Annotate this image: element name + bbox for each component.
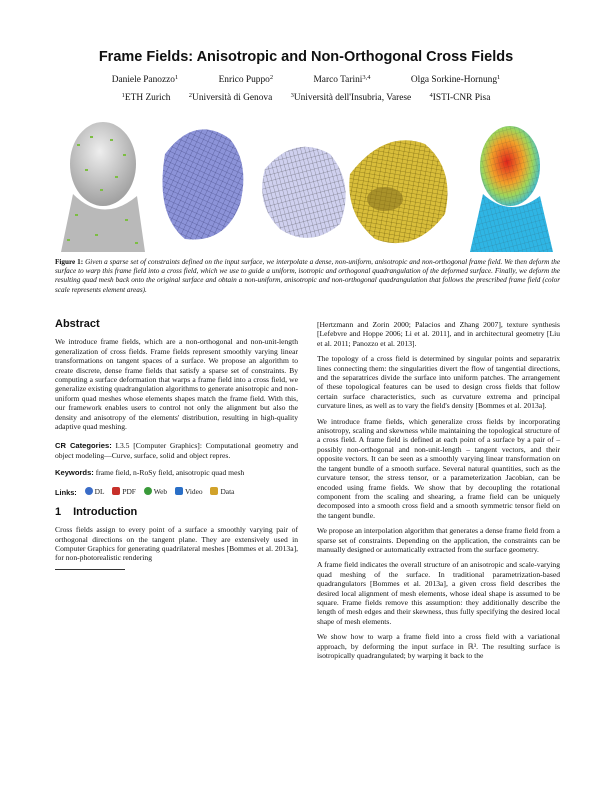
left-column bbox=[55, 316, 298, 570]
final-quad-mesh-heatmap-render bbox=[470, 126, 553, 252]
web-icon bbox=[144, 487, 152, 495]
input-head-render bbox=[61, 122, 145, 252]
author: Enrico Puppo$^2$ bbox=[218, 74, 274, 85]
body-paragraph: A frame field indicates the overall structure of an anisotropic and scale-varying quad meshing of the surface. In traditional parametrization-based quadrangulators [Bommes et al. 2013a], a given cross field describes the desired local alignment of mesh elements, whose ideal shape is assumed to be square. Frame fields remove this assumption: they additionally describe the length of mesh edges and their skewness, thus fully specifying the desired local shape of mesh elements. bbox=[317, 560, 560, 626]
pdf-icon bbox=[112, 487, 120, 495]
abstract-text: We introduce frame fields, which are a non-orthogonal and non-unit-length generalization of cross fields. Frame fields represent smoothly varying linear transformations on tangent spaces of a surface. We propose an algorithm to create discrete, dense frame fields that satisfy a sparse set of constraints. By computing a surface deformation that warps a frame field into a cross field, we generalize existing quadrangulation algorithms to generate anisotropic and non-uniform quad meshes whose elements shapes match the frame field. With this, our framework enables users to control not only the alignment but also the density and anisotropy of the elements' distribution, resulting in high-quality adaptive quad meshing. bbox=[55, 337, 298, 432]
video-icon bbox=[175, 487, 183, 495]
body-paragraph: [Hertzmann and Zorin 2000; Palacios and Zhang 2007], texture synthesis [Lefebvre and Hoppe 2006; Li et al. 2011], and in architectural geometry [Liu et al. 2011; Panozzo et al. 2013]. bbox=[317, 320, 560, 348]
teaser-figure bbox=[55, 114, 560, 254]
paper-title: Frame Fields: Anisotropic and Non-Orthogonal Cross Fields bbox=[98, 49, 514, 65]
author: Marco Tarini$^{3,4}$ bbox=[313, 74, 371, 85]
dl-icon bbox=[85, 487, 93, 495]
footnote-rule bbox=[55, 569, 125, 570]
affiliation: $^1$ETH Zurich bbox=[121, 92, 171, 103]
right-column bbox=[317, 320, 560, 666]
body-paragraph: The topology of a cross field is determined by singular points and separatrix lines connecting them: the singularities divert the flow of tangential directions, and the separatrices divide the surface into uniform patches. The arrangement of these topological features can be used to design cross fields that follow certain surface characteristics, such as curvature extrema and principal curvature lines, as well as to vary the field's density [Bommes et al. 2013a]. bbox=[317, 354, 560, 411]
caption-text: Given a sparse set of constraints defined on the input surface, we interpolate a dense, non-uniform, anisotropic and non-orthogonal frame field. We then deform the surface to warp this frame field into a cross field, which we use to guide a uniform, isotropic and orthogonal quadrangulation of the deformed surface. Finally, we deform the resulting quad mesh back onto the original surface and obtain a non-uniform, anisotropic and non-orthogonal quadrangulation that follows the prescribed frame field (color scale represents element areas). bbox=[55, 258, 561, 294]
figure-caption bbox=[55, 258, 560, 295]
frame-field-head-render bbox=[163, 129, 244, 239]
link-data[interactable]: Data bbox=[210, 487, 234, 496]
link-video[interactable]: Video bbox=[175, 487, 203, 496]
body-paragraph: We introduce frame fields, which generalize cross fields by incorporating anisotropy, scaling and skewness while maintaining the topological structure of a cross field. A frame field is defined at each point of a surface by a pair of – possibly non-orthogonal and non-unit-length – tangent vectors, and their opposite vectors. It can be seen as a smoothly varying linear transformation on the tangent bundle of a smooth surface. Several natural quantities, such as the curvature tensor, the stress tensor, or a parameterization Jacobian, can be encoded using frame fields. We show that by decoupling the rotational component from the scaling and shearing, a frame field can be uniquely decomposed into a smooth cross field and a smooth symmetric tensor field on the tangent bundle. bbox=[317, 416, 560, 520]
abstract-heading: Abstract bbox=[55, 318, 100, 330]
link-pdf[interactable]: PDF bbox=[112, 487, 136, 496]
intro-heading: 1 Introduction bbox=[55, 505, 138, 518]
link-web[interactable]: Web bbox=[144, 487, 167, 496]
affiliation: $^4$ISTI-CNR Pisa bbox=[429, 92, 491, 103]
caption-label: Figure 1: bbox=[55, 258, 84, 266]
quad-mesh-render bbox=[349, 140, 447, 243]
intro-text: Cross fields assign to every point of a surface a smoothly varying pair of orthogonal directions on the tangent plane. They are extensively used in Computer Graphics for generating quadrilateral meshes [Bommes et al. 2013a], for non-photorealistic rendering bbox=[55, 525, 298, 563]
keywords: Keywords: frame field, n-RoSy field, anisotropic quad mesh bbox=[55, 468, 245, 478]
author-list bbox=[0, 74, 612, 85]
affiliation-list bbox=[0, 92, 612, 103]
body-paragraph: We propose an interpolation algorithm that generates a dense frame field from a sparse set of constraints. Depending on the application, the constraints can be manually designed or automatically extracted from the surface geometry. bbox=[317, 526, 560, 554]
link-dl[interactable]: DL bbox=[85, 487, 105, 496]
data-icon bbox=[210, 487, 218, 495]
deformed-mesh-render bbox=[262, 147, 345, 238]
affiliation: $^2$Università di Genova bbox=[188, 92, 273, 103]
author: Daniele Panozzo$^1$ bbox=[111, 74, 179, 85]
cr-categories: CR Categories: I.3.5 [Computer Graphics]: Computational geometry and object modeling—Curve, surface, solid and object repres. bbox=[55, 441, 299, 460]
links-row: Links: DL PDF Web Video Data bbox=[55, 486, 235, 498]
body-paragraph: We show how to warp a frame field into a cross field with a variational approach, by deforming the input surface in ℝ³. The resulting surface is isotropically quadrangulated; by warping it back to the bbox=[317, 632, 560, 660]
affiliation: $^3$Università dell'Insubria, Varese bbox=[290, 92, 412, 103]
author: Olga Sorkine-Hornung$^1$ bbox=[410, 74, 501, 85]
